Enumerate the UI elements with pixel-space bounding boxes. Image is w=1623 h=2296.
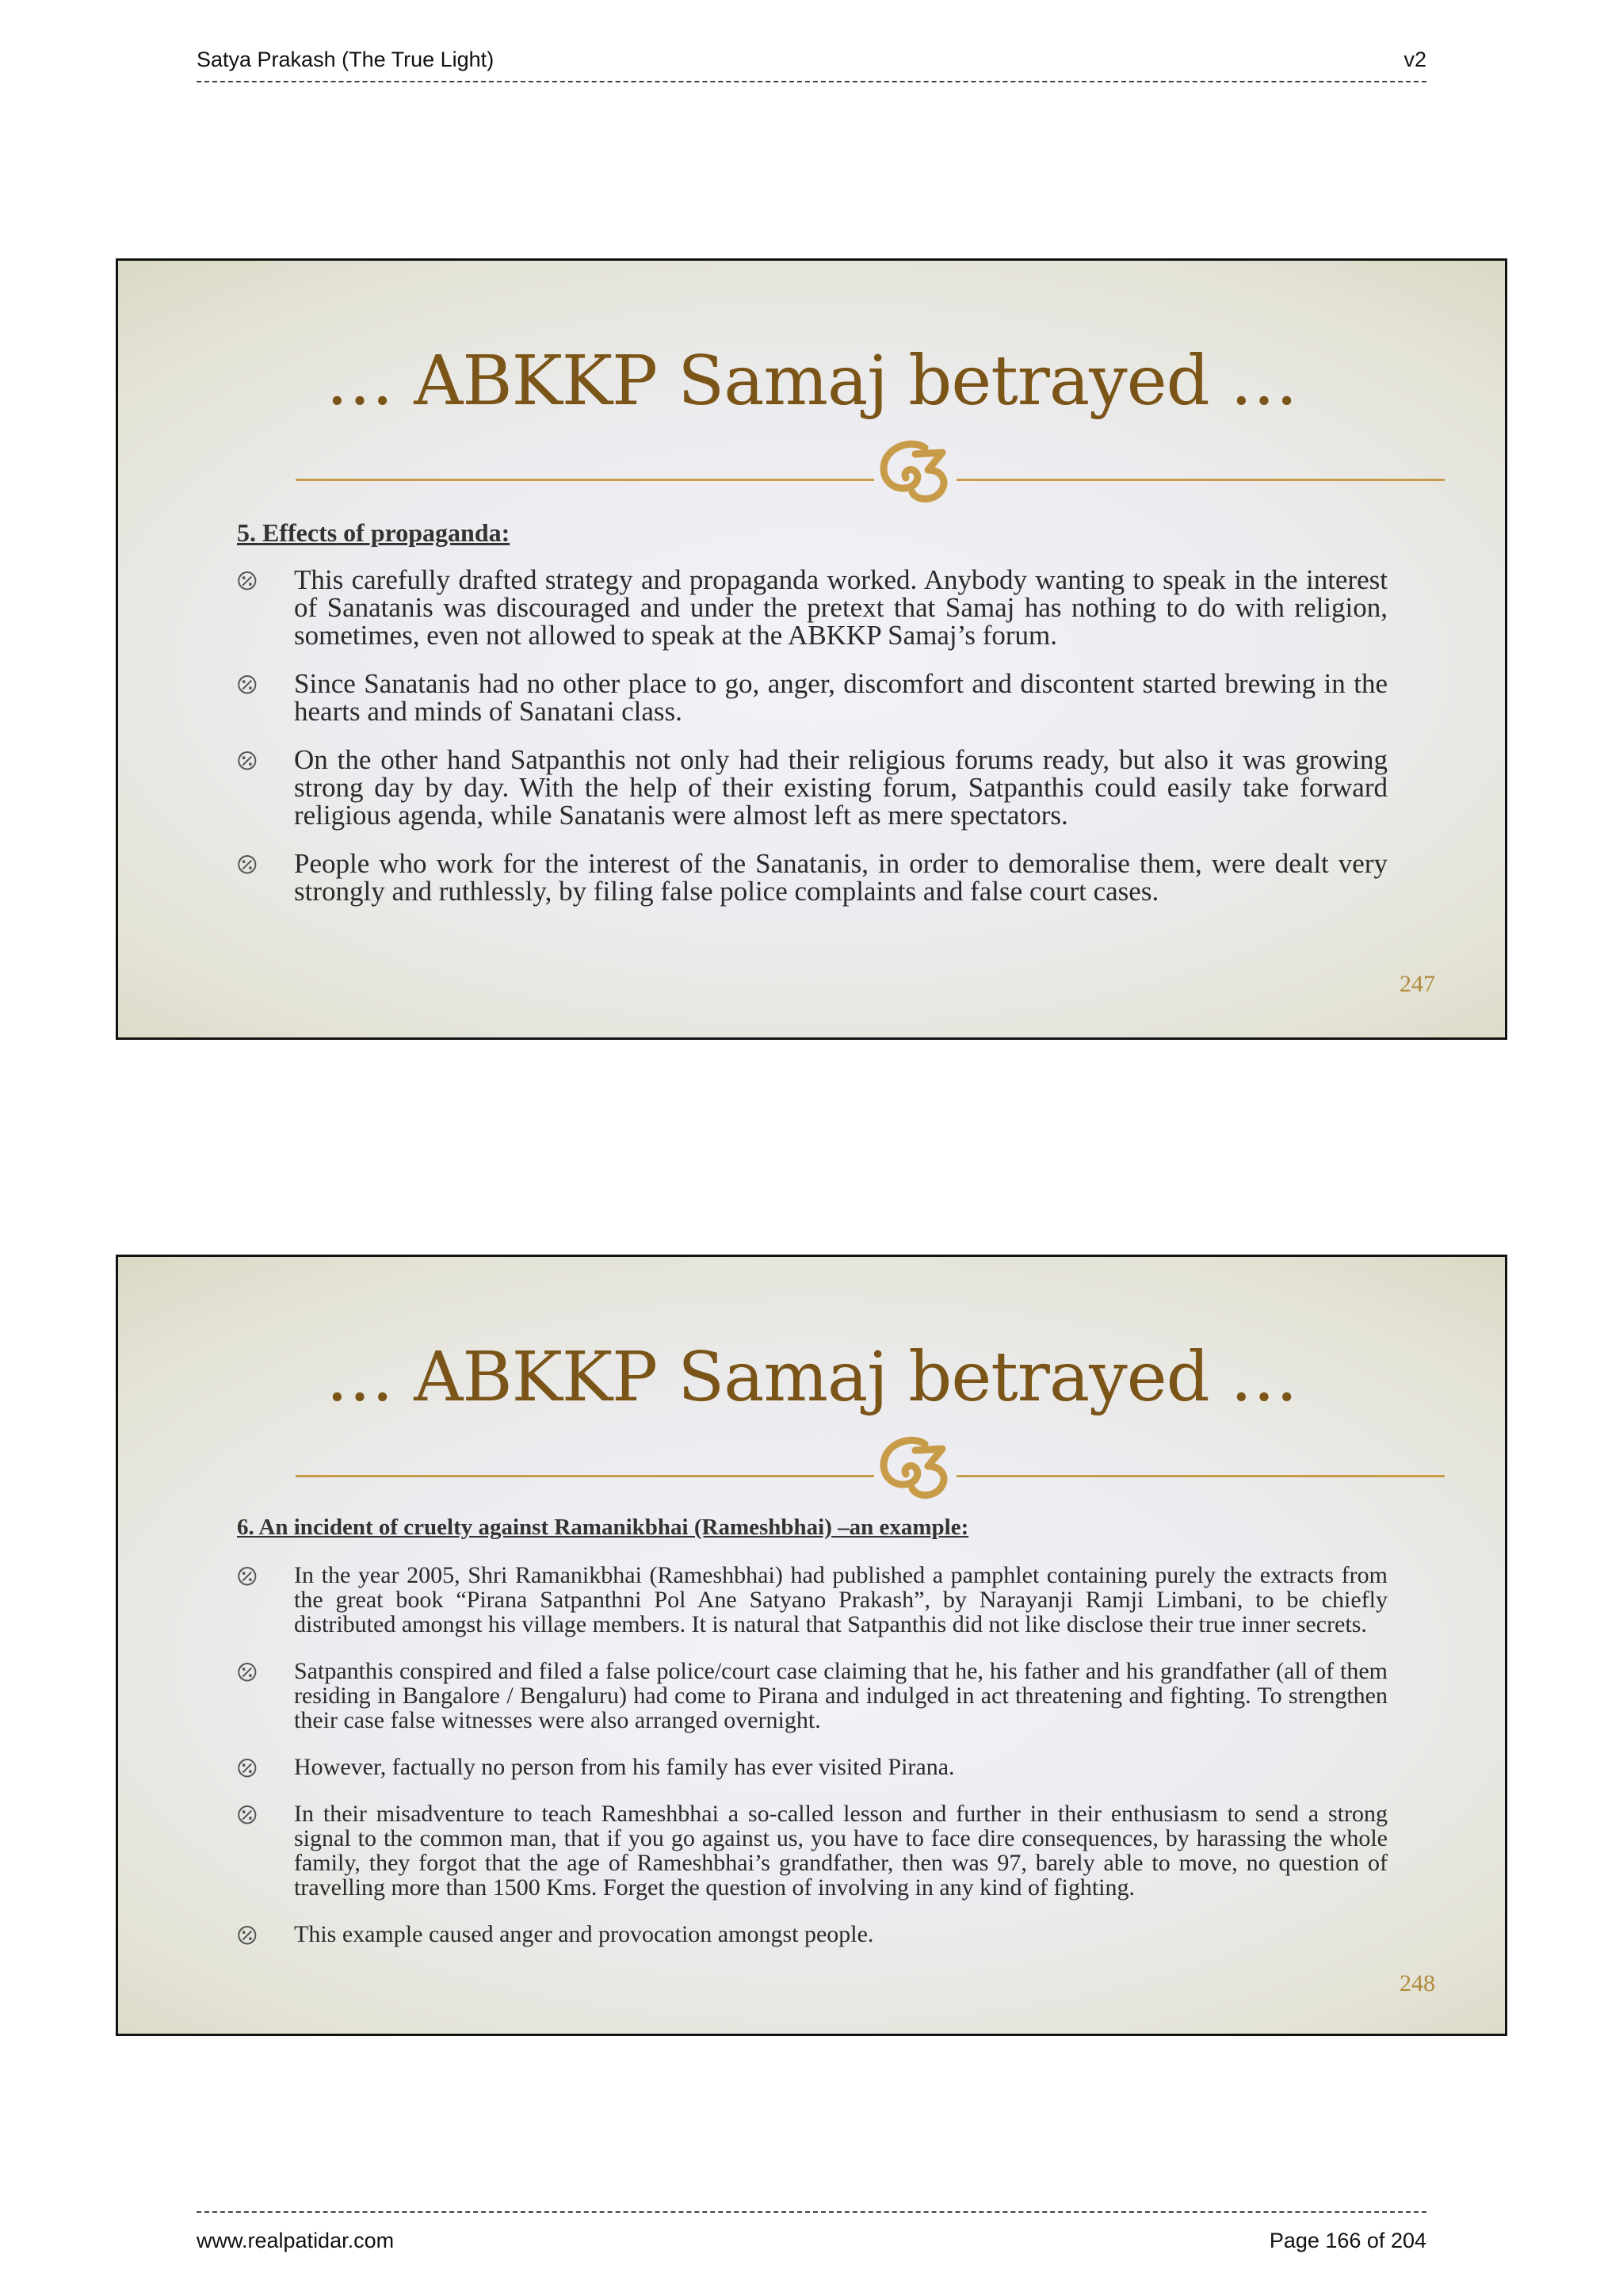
slide-title: … ABKKP Samaj betrayed … <box>325 342 1298 421</box>
list-item-text: People who work for the interest of the Sanatanis, in order to demoralise them, were dealt very strongly and ruthlessly, by filing false police complaints and false court cases. <box>294 848 1388 907</box>
list-item <box>237 566 1388 649</box>
bullet-list <box>237 1563 1388 1969</box>
bullet-icon: ⦼ <box>237 850 258 880</box>
list-item <box>237 1563 1388 1637</box>
list-item <box>237 670 1388 725</box>
section-heading: 6. An incident of cruelty against Ramanikbhai (Rameshbhai) –an example: <box>237 1515 969 1540</box>
bullet-icon: ⦼ <box>237 1800 258 1830</box>
ornament-line-left <box>296 479 874 481</box>
list-item <box>237 1753 1388 1783</box>
list-item <box>237 850 1388 905</box>
slide-title: … ABKKP Samaj betrayed … <box>325 1338 1298 1417</box>
list-item-text: This example caused anger and provocation amongst people. <box>294 1921 874 1947</box>
slide-247 <box>116 258 1507 1040</box>
slide-number: 247 <box>1400 971 1435 997</box>
section-heading: 5. Effects of propaganda: <box>237 518 510 547</box>
bullet-icon: ⦼ <box>237 670 258 700</box>
footer-website: www.realpatidar.com <box>197 2229 395 2252</box>
bullet-icon: ⦼ <box>237 1657 258 1687</box>
ornament-icon <box>868 437 963 520</box>
page-header-version: v2 <box>1403 48 1426 71</box>
ornament-line-left <box>296 1475 874 1477</box>
bullet-list <box>237 566 1388 926</box>
page-header-title: Satya Prakash (The True Light) <box>197 48 495 71</box>
footer-divider <box>197 2211 1426 2213</box>
ornament-icon <box>868 1433 963 1516</box>
list-item-text: In the year 2005, Shri Ramanikbhai (Rameshbhai) had published a pamphlet containing purely the extracts from the great book “Pirana Satpanthni Pol Ane Satyano Prakash”, by Narayanji Ramji Limbani, to be chiefly distributed amongst his village members. It is natural that Satpanthis did not like disclose their true inner secrets. <box>294 1562 1388 1637</box>
bullet-icon: ⦼ <box>237 1561 258 1591</box>
list-item-text: Satpanthis conspired and filed a false police/court case claiming that he, his father and his grandfather (all of them residing in Bangalore / Bengaluru) had come to Pirana and indulged in act threatening and fighting. To strengthen their case false witnesses were also arranged overnight. <box>294 1658 1388 1733</box>
header-divider <box>197 81 1426 82</box>
bullet-icon: ⦼ <box>237 1753 258 1783</box>
list-item <box>237 1920 1388 1950</box>
footer-page-number: Page 166 of 204 <box>1269 2229 1426 2252</box>
ornament-line-right <box>957 479 1445 481</box>
list-item-text: In their misadventure to teach Rameshbhai a so-called lesson and further in their enthusiasm to send a strong signal to the common man, that if you go against us, you have to face dire consequences, by harassing the whole family, they forgot that the age of Rameshbhai’s grandfather, then was 97, barely able to move, no question of travelling more than 1500 Kms. Forget the question of involving in any kind of fighting. <box>294 1801 1388 1901</box>
ornament-line-right <box>957 1475 1445 1477</box>
list-item-text: This carefully drafted strategy and propaganda worked. Anybody wanting to speak in the interest of Sanatanis was discouraged and under the pretext that Samaj has nothing to do with religion, sometimes, even not allowed to speak at the ABKKP Samaj’s forum. <box>294 564 1388 651</box>
slide-248 <box>116 1255 1507 2036</box>
bullet-icon: ⦼ <box>237 1920 258 1950</box>
slide-number: 248 <box>1400 1970 1435 1996</box>
bullet-icon: ⦼ <box>237 746 258 776</box>
list-item-text: However, factually no person from his family has ever visited Pirana. <box>294 1754 955 1780</box>
list-item-text: Since Sanatanis had no other place to go, anger, discomfort and discontent started brewing in the hearts and minds of Sanatani class. <box>294 668 1388 727</box>
list-item-text: On the other hand Satpanthis not only had their religious forums ready, but also it was growing strong day by day. With the help of their existing forum, Satpanthis could easily take forward religious agenda, while Sanatanis were almost left as mere spectators. <box>294 744 1388 831</box>
list-item <box>237 1801 1388 1900</box>
list-item <box>237 1659 1388 1733</box>
bullet-icon: ⦼ <box>237 566 258 596</box>
list-item <box>237 746 1388 829</box>
